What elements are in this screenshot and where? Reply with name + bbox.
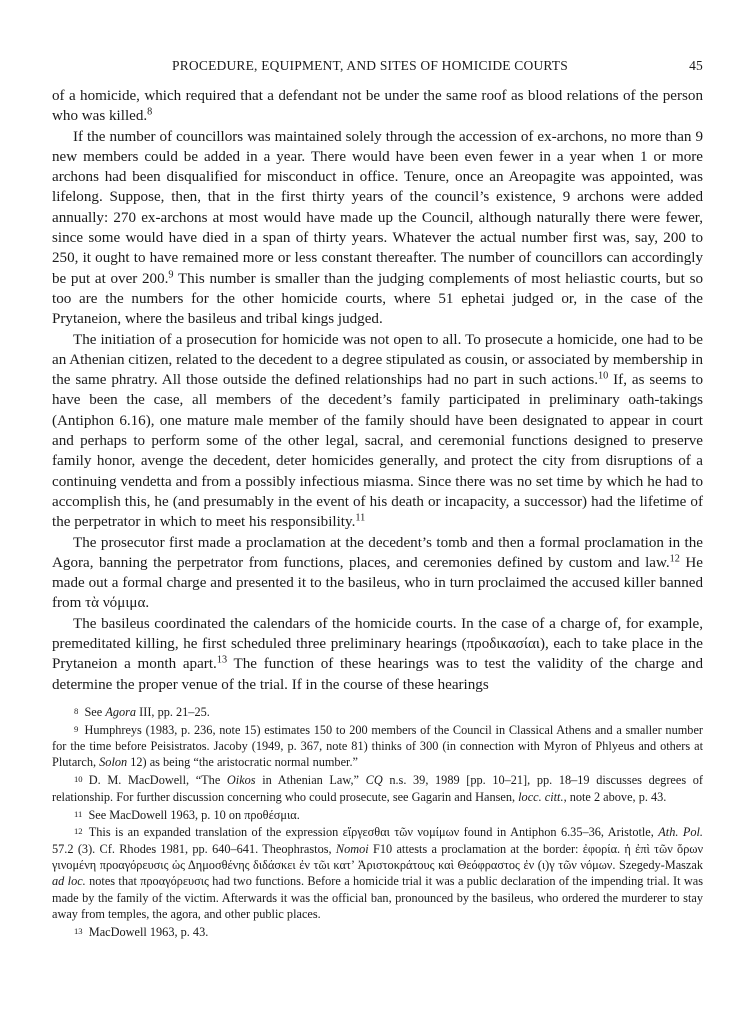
footnote-italic: Oikos (226, 773, 256, 788)
footnote-reference[interactable]: 10 (597, 370, 609, 382)
paragraph-text: If, as seems to have been the case, all members of the decedent’s family participated in preliminary oath-takings (Antiphon 6.16), one mature male member of the family should have been designated to appear in court and perhaps to perform some of the other legal, sacral, and ceremonial functions designed to preserve family honor, avenge the decedent, deter homicides generally, and protect the city from disruptions of a continuing vendetta and from a possibly infectious miasma. Since there was no set time by which he had to accomplish this, he (and presumably in the event of his death or incapacity, a successor) had the lifetime of the perpetrator in which to meet his responsibility. (52, 372, 703, 531)
footnote-text: n.s. 39, 1989 [pp. 10–21], pp. 18–19 discusses degrees of relationship. For further discussion concerning who could prosecute, see Gagarin and Hansen, (52, 773, 703, 804)
footnote (52, 924, 703, 940)
footnote-reference[interactable]: 8 (147, 106, 153, 118)
footnote (52, 722, 703, 771)
paragraph-text: The initiation of a prosecution for homicide was not open to all. To prosecute a homicide, one had to be an Athenian citizen, related to the decedent to a degree stipulated as cousin, or associated by membership in the same phratry. All those outside the defined relationships had no part in such actions. (52, 331, 703, 389)
footnote (52, 824, 703, 922)
book-page (52, 0, 703, 1024)
body-text (52, 86, 703, 695)
footnote-text: See MacDowell 1963, p. 10 on προθέσμια. (88, 807, 300, 822)
footnote-text: III, pp. 21–25. (136, 705, 210, 719)
footnote-number: 12 (74, 826, 83, 837)
footnote-text: notes that προαγόρευσις had two functions. Before a homicide trial it was a public declaration of the impending trial. It was made by the family of the victim. Afterwards it was the official ban, pronounced by the basileus, who ordered the murderer to stay away from temples, the agora, and other public places. (52, 874, 703, 921)
footnote (52, 772, 703, 805)
footnote-number: 10 (74, 774, 83, 785)
footnote-reference[interactable]: 11 (355, 512, 366, 524)
footnote-number: 8 (74, 705, 79, 716)
paragraph-text: He made out a formal charge and presented it to the basileus, who in turn proclaimed the accused killer banned from τὰ νόμιμα. (52, 554, 704, 612)
paragraph-text: This number is smaller than the judging complements of most heliastic courts, but so too are the numbers for the other homicide courts, where 51 ephetai judged or, in the case of the Prytaneion, where the basileus and tribal kings judged. (52, 270, 703, 328)
footnote-italic: locc. citt. (518, 789, 564, 804)
footnote-text: MacDowell 1963, p. 43. (88, 924, 209, 939)
paragraph (52, 86, 703, 127)
paragraph (52, 330, 703, 533)
footnote-italic: Solon (99, 755, 128, 770)
running-head (52, 58, 703, 78)
footnote-italic: ad loc. (52, 874, 86, 889)
running-title: PROCEDURE, EQUIPMENT, AND SITES OF HOMICIDE COURTS (172, 58, 568, 73)
footnote-number: 11 (74, 808, 83, 819)
footnote-italic: CQ (365, 773, 383, 788)
footnote-italic: Ath. Pol. (658, 825, 703, 840)
page-number: 45 (689, 58, 703, 73)
footnote-number: 9 (74, 723, 79, 734)
footnote-reference[interactable]: 12 (669, 553, 680, 565)
footnote (52, 807, 703, 823)
footnote-text: Humphreys (1983, p. 236, note 15) estimates 150 to 200 members of the Council in Classical Athens and a smaller number for the time before Peisistratos. Jacoby (1949, p. 367, note 81) thinks of 300 (in connection with Myron of Phlyeus and others at Plutarch, (52, 722, 703, 770)
footnote-text: 57.2 (3). Cf. Rhodes 1981, pp. 640–641. Theophrastos, (52, 841, 336, 856)
paragraph-text: If the number of councillors was maintained solely through the accession of ex-archons, no more than 9 new members could be added in a year. There would have been even fewer in a year when 1 or more archons had been disqualified for misconduct in office. Tenure, once an Areopagite was appointed, was lifelong. Suppose, then, that in the first thirty years of the council’s existence, 9 archons were added annually: 270 ex-archons at most would have made up the Council, although naturally there were fewer, since some would have died in a span of thirty years. Whatever the actual number first was, say, 200 to 250, it ought to have remained more or less constant thereafter. The number of councillors can accordingly be put at over 200. (52, 128, 703, 287)
paragraph (52, 533, 703, 614)
footnote-text: in Athenian Law,” (255, 773, 366, 788)
footnote-text: See (84, 705, 106, 719)
footnote-text: D. M. MacDowell, “The (88, 773, 227, 788)
paragraph-text: The prosecutor first made a proclamation at the decedent’s tomb and then a formal proclamation in the Agora, banning the perpetrator from functions, places, and ceremonies defined by custom and law. (52, 534, 703, 571)
footnote-text: 12) as being “the aristocratic normal number.” (127, 755, 358, 770)
paragraph (52, 614, 703, 695)
footnote-italic: Agora (105, 705, 137, 719)
paragraph-text: The basileus coordinated the calendars of the homicide courts. In the case of a charge of, for example, premeditated killing, he first scheduled three preliminary hearings (προδικασίαι), each to take place in the Prytaneion a month apart. (52, 615, 703, 673)
footnote-italic: Nomoi (335, 841, 369, 856)
footnote-text: F10 attests a proclamation at the border: ἐφορία. ἡ ἐπὶ τῶν ὅρων γινομένη προαγόρευσις ὡς Δημοσθένης διδάσκει ἐν τῶι κατ’ Ἀριστοκράτους καὶ Θεόφραστος ἐν (ι)γ τῶν νόμων. Szegedy-Maszak (52, 841, 703, 873)
footnote-reference[interactable]: 13 (216, 654, 228, 666)
footnote-text: , note 2 above, p. 43. (563, 789, 667, 804)
paragraph (52, 127, 703, 330)
footnote-text: This is an expanded translation of the expression εἴργεσθαι τῶν νομίμων found in Antiphon 6.35–36, Aristotle, (88, 825, 659, 840)
footnote (52, 704, 703, 720)
paragraph-text: The function of these hearings was to test the validity of the charge and determine the proper venue of the trial. If in the course of these hearings (52, 656, 703, 693)
paragraph-text: of a homicide, which required that a defendant not be under the same roof as blood relations of the person who was killed. (52, 88, 703, 125)
footnote-reference[interactable]: 9 (168, 269, 174, 281)
footnote-number: 13 (74, 925, 83, 936)
footnotes (52, 704, 703, 942)
